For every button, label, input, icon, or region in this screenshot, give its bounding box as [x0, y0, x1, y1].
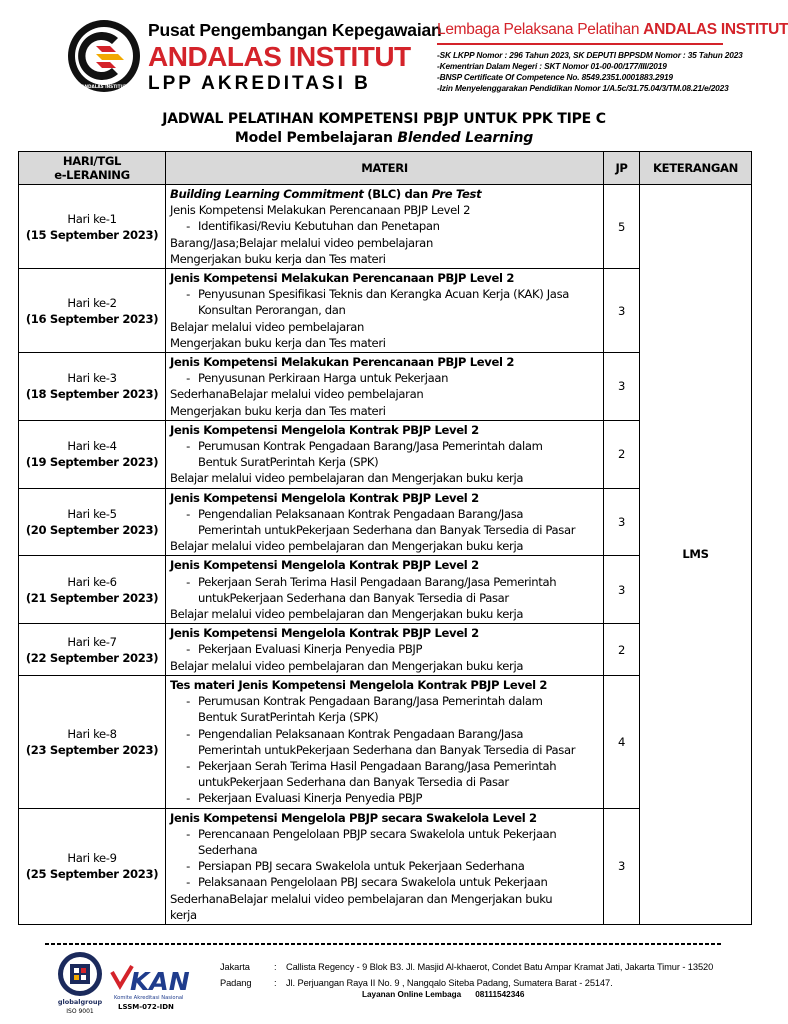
day-cell [19, 808, 166, 924]
bullet-item [170, 874, 600, 890]
jp-cell: 3 [604, 488, 640, 556]
day-label: Hari ke-8 [67, 726, 117, 741]
materi-cell [166, 624, 604, 676]
bullet-text: Pekerjaan Serah Terima Hasil Pengadaan Barang/Jasa Pemerintah [198, 758, 557, 773]
materi-cell [166, 269, 604, 353]
bullet-item [170, 641, 600, 657]
day-cell [19, 488, 166, 556]
materi-heading: Jenis Kompetensi Mengelola Kontrak PBJP Level 2 [170, 422, 479, 437]
address-text: Callista Regency - 9 Blok B3. Jl. Masjid Al-khaerot, Condet Batu Ampar Kramat Jati, Jakarta Timur - 13520 [286, 962, 714, 972]
jp-cell: 3 [604, 556, 640, 624]
day-cell [19, 675, 166, 808]
materi-line: Mengerjakan buku kerja dan Tes materi [170, 403, 386, 418]
materi-line: Mengerjakan buku kerja dan Tes materi [170, 335, 386, 350]
lembaga-name: ANDALAS INSTITUT [643, 21, 788, 38]
bullet-text: Persiapan PBJ secara Swakelola untuk Pekerjaan Sederhana [198, 859, 525, 874]
bullet-continuation: untukPekerjaan Sederhana dan Banyak Tersedia di Pasar [198, 775, 509, 790]
bullet-item [170, 218, 600, 234]
footer-address [220, 959, 713, 991]
bullet-dash: - [186, 506, 190, 521]
bullet-dash: - [186, 791, 190, 806]
title-line2 [0, 129, 768, 148]
materi-heading: Tes materi Jenis Kompetensi Mengelola Kontrak PBJP Level 2 [170, 677, 548, 692]
day-date: (23 September 2023) [25, 742, 159, 757]
legal-line: -SK LKPP Nomor : 296 Tahun 2023, SK DEPUTI BPPSDM Nomor : 35 Tahun 2023 [437, 50, 743, 60]
day-label: Hari ke-2 [67, 295, 117, 310]
bullet-continuation: Bentuk SuratPerintah Kerja (SPK) [198, 710, 379, 725]
jp-cell: 3 [604, 808, 640, 924]
bullet-dash: - [186, 859, 190, 874]
materi-heading: Jenis Kompetensi Melakukan Perencanaan PBJP Level 2 [170, 271, 515, 286]
bullet-text: Perumusan Kontrak Pengadaan Barang/Jasa Pemerintah dalam [198, 694, 543, 709]
day-date: (22 September 2023) [25, 650, 159, 665]
bullet-item [170, 370, 600, 386]
kan-text: KAN [130, 967, 190, 996]
materi-line: Jenis Kompetensi Melakukan Perencanaan PBJP Level 2 [170, 203, 471, 218]
day-label: Hari ke-1 [67, 211, 117, 226]
title-line1: JADWAL PELATIHAN KOMPETENSI PBJP UNTUK PPK TIPE C [162, 111, 606, 127]
logo-caption: ANDALAS INSTITUT [81, 84, 127, 89]
materi-cell [166, 675, 604, 808]
bullet-dash: - [186, 826, 190, 841]
jp-cell: 2 [604, 420, 640, 488]
kan-accreditation-logo [110, 962, 206, 1012]
bullet-item [170, 693, 600, 709]
layanan-label: Layanan Online Lembaga [362, 990, 462, 999]
day-date: (16 September 2023) [25, 311, 159, 326]
materi-line: SederhanaBelajar melalui video pembelajaran dan Mengerjakan buku [170, 891, 553, 906]
bullet-text: Pekerjaan Serah Terima Hasil Pengadaan Barang/Jasa Pemerintah [198, 574, 557, 589]
materi-cell [166, 185, 604, 269]
materi-line: Mengerjakan buku kerja dan Tes materi [170, 251, 386, 266]
legal-line: -Izin Menyelenggarakan Pendidikan Nomor 1/A.5c/31.75.04/3/TM.08.21/e/2023 [437, 83, 729, 93]
address-colon: : [274, 978, 277, 988]
day-cell [19, 624, 166, 676]
jp-cell: 2 [604, 624, 640, 676]
materi-cell [166, 556, 604, 624]
day-cell [19, 556, 166, 624]
day-label: Hari ke-3 [67, 371, 117, 386]
bullet-text: Penyusunan Spesifikasi Teknis dan Kerangka Acuan Kerja (KAK) Jasa [198, 287, 570, 302]
title-line2-italic: Blended Learning [397, 130, 534, 146]
day-cell [19, 185, 166, 269]
organization-block [148, 20, 442, 95]
bullet-dash: - [186, 758, 190, 773]
address-colon: : [274, 962, 277, 972]
day-cell [19, 269, 166, 353]
bullet-text: Identifikasi/Reviu Kebutuhan dan Penetapan [198, 219, 440, 234]
day-cell [19, 420, 166, 488]
bullet-continuation: Konsultan Perorangan, dan [198, 303, 346, 318]
bullet-dash: - [186, 875, 190, 890]
bullet-dash: - [186, 694, 190, 709]
bullet-item [170, 858, 600, 874]
bullet-dash: - [186, 219, 190, 234]
day-date: (25 September 2023) [25, 867, 159, 882]
day-label: Hari ke-9 [67, 851, 117, 866]
address-text: Jl. Perjuangan Raya II No. 9 , Nangqalo Siteba Padang, Sumatera Barat - 25147. [286, 978, 613, 988]
title-line2-prefix: Model Pembelajaran [234, 130, 398, 146]
blc-italic: Building Learning Commitment [170, 187, 364, 201]
jp-cell: 5 [604, 185, 640, 269]
kan-code: LSSM-072-IDN [118, 1003, 174, 1011]
bullet-dash: - [186, 642, 190, 657]
city-label: Jakarta [220, 962, 250, 972]
materi-line: kerja [170, 907, 197, 922]
materi-cell [166, 808, 604, 924]
lembaga-title [437, 21, 788, 39]
bullet-continuation: Sederhana [198, 842, 258, 857]
bullet-continuation: untukPekerjaan Sederhana dan Banyak Tersedia di Pasar [198, 590, 509, 605]
header-materi: MATERI [166, 152, 604, 185]
materi-heading: Jenis Kompetensi Mengelola Kontrak PBJP Level 2 [170, 626, 479, 641]
jp-cell: 3 [604, 269, 640, 353]
bullet-continuation: Pemerintah untukPekerjaan Sederhana dan Banyak Tersedia di Pasar [198, 742, 576, 757]
header-hari [19, 152, 166, 185]
day-date: (21 September 2023) [25, 590, 159, 605]
keterangan-cell: LMS [640, 185, 752, 925]
schedule-table [18, 151, 752, 925]
materi-cell [166, 353, 604, 421]
day-date: (15 September 2023) [25, 227, 159, 242]
address-padang [220, 975, 713, 991]
legal-line: -Kementrian Dalam Negeri : SKT Nomor 01-00-00/177/III/2019 [437, 61, 667, 71]
footer-divider [45, 943, 723, 945]
gg-label: globalgroup [57, 998, 103, 1006]
bullet-item [170, 574, 600, 590]
jp-cell: 4 [604, 675, 640, 808]
bullet-item [170, 286, 600, 302]
bullet-continuation: Bentuk SuratPerintah Kerja (SPK) [198, 455, 379, 470]
bullet-dash: - [186, 726, 190, 741]
day-date: (19 September 2023) [25, 455, 159, 470]
materi-heading: Jenis Kompetensi Mengelola Kontrak PBJP Level 2 [170, 558, 479, 573]
org-name-line2: ANDALAS INSTITUT [148, 41, 411, 72]
bullet-dash: - [186, 439, 190, 454]
header-hari-line2: e-LERANING [54, 168, 130, 182]
bullet-item [170, 758, 600, 774]
bullet-item [170, 790, 600, 806]
table-row [19, 185, 752, 269]
bullet-dash: - [186, 574, 190, 589]
bullet-item [170, 438, 600, 454]
materi-line: SederhanaBelajar melalui video pembelajaran [170, 387, 424, 402]
table-header-row [19, 152, 752, 185]
bullet-continuation: Pemerintah untukPekerjaan Sederhana dan Banyak Tersedia di Pasar [198, 523, 576, 538]
materi-cell [166, 420, 604, 488]
materi-line: Barang/Jasa;Belajar melalui video pembelajaran [170, 235, 433, 250]
bullet-text: Perencanaan Pengelolaan PBJP secara Swakelola untuk Pekerjaan [198, 826, 557, 841]
city-label: Padang [220, 978, 252, 988]
day-cell [19, 353, 166, 421]
materi-heading: Jenis Kompetensi Melakukan Perencanaan PBJP Level 2 [170, 355, 515, 370]
day-label: Hari ke-6 [67, 574, 117, 589]
layanan-online [362, 990, 524, 999]
materi-line: Belajar melalui video pembelajaran dan Mengerjakan buku kerja [170, 539, 524, 554]
header-hari-line1: HARI/TGL [62, 154, 122, 168]
lembaga-block [437, 21, 788, 94]
bullet-item [170, 826, 600, 842]
materi-line: Belajar melalui video pembelajaran [170, 319, 365, 334]
document-title [0, 110, 768, 148]
materi-line: Belajar melalui video pembelajaran dan Mengerjakan buku kerja [170, 471, 524, 486]
bullet-item [170, 726, 600, 742]
bullet-dash: - [186, 287, 190, 302]
bullet-dash: - [186, 371, 190, 386]
address-jakarta [220, 959, 713, 975]
header-keterangan: KETERANGAN [640, 152, 752, 185]
legal-line: -BNSP Certificate Of Competence No. 8549.2351.0001883.2919 [437, 72, 673, 82]
bullet-text: Pengendalian Pelaksanaan Kontrak Pengadaan Barang/Jasa [198, 506, 524, 521]
iso-label: ISO 9001 [66, 1008, 94, 1015]
bullet-text: Penyusunan Perkiraan Harga untuk Pekerjaan [198, 371, 449, 386]
day-label: Hari ke-4 [67, 439, 117, 454]
bullet-text: Perumusan Kontrak Pengadaan Barang/Jasa Pemerintah dalam [198, 439, 543, 454]
kan-subtitle: Komite Akreditasi Nasional [114, 995, 184, 1001]
bullet-text: Pekerjaan Evaluasi Kinerja Penyedia PBJP [198, 642, 423, 657]
org-name-line1: Pusat Pengembangan Kepegawaian [148, 20, 442, 40]
header-jp: JP [604, 152, 640, 185]
org-accreditation: LPP AKREDITASI B [148, 73, 371, 94]
andalas-institut-logo [66, 18, 142, 94]
jp-cell: 3 [604, 353, 640, 421]
materi-cell [166, 488, 604, 556]
day-date: (18 September 2023) [25, 387, 159, 402]
materi-heading: Jenis Kompetensi Mengelola Kontrak PBJP Level 2 [170, 490, 479, 505]
materi-heading: Jenis Kompetensi Mengelola PBJP secara Swakelola Level 2 [170, 810, 537, 825]
day-label: Hari ke-7 [67, 634, 117, 649]
materi-line: Belajar melalui video pembelajaran dan Mengerjakan buku kerja [170, 658, 524, 673]
lembaga-divider [437, 43, 723, 45]
blc-mid: (BLC) dan [363, 187, 432, 201]
globalgroup-iso-logo [55, 950, 105, 1016]
bullet-text: Pekerjaan Evaluasi Kinerja Penyedia PBJP [198, 791, 423, 806]
bullet-text: Pelaksanaan Pengelolaan PBJ secara Swakelola untuk Pekerjaan [198, 875, 548, 890]
bullet-text: Pengendalian Pelaksanaan Kontrak Pengadaan Barang/Jasa [198, 726, 524, 741]
bullet-item [170, 506, 600, 522]
lembaga-prefix: Lembaga Pelaksana Pelatihan [437, 21, 644, 38]
pretest-italic: Pre Test [431, 187, 482, 201]
day-label: Hari ke-5 [67, 507, 117, 522]
materi-line [170, 186, 600, 202]
day-date: (20 September 2023) [25, 523, 159, 538]
layanan-phone: 08111542346 [475, 990, 525, 999]
materi-line: Belajar melalui video pembelajaran dan Mengerjakan buku kerja [170, 607, 524, 622]
